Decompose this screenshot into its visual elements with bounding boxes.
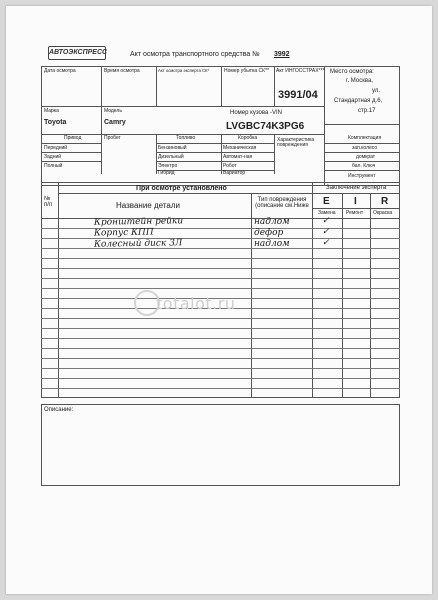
column-letter-i: I [354,196,357,207]
replace-checkmark: ✓ [322,216,330,226]
part-name-header: Название детали [116,201,180,210]
vin-label: Номер кузова -VIN [230,110,282,116]
fuel-label: Топливо [176,135,196,141]
replace-checkmark: ✓ [322,227,330,237]
drive-label: Привод [64,135,82,141]
vin-value: LVGBC74K3PG6 [226,121,305,132]
kit-item: Инструмент [348,173,376,179]
drive-item: Передний [44,145,68,151]
gearbox-item: Робот [223,163,237,169]
replace-subheader: Замена [318,210,336,216]
claim-number-label: Номер убытка СК** [224,68,269,74]
column-letter-r: R [381,196,389,207]
act-ingosstrakh-label: Акт ИНГОССТРАХ*** [276,68,325,74]
gearbox-item: Механическая [223,145,257,151]
row-number-header: № п/п [44,196,53,208]
kit-item: зап.колесо [352,145,378,151]
kit-label: Комплектация [348,135,382,141]
gearbox-label: Коробка [238,135,258,141]
drive-item: Полный [44,163,63,169]
damage-type-handwritten: дефор [254,228,284,238]
place-line: стр.17 [358,108,376,114]
document-number: 3992 [274,51,290,58]
damage-characteristic-label: Характеристика повреждения [277,137,315,148]
watermark-text: totalot.ru [156,294,236,313]
place-line: г. Москва, [346,78,373,84]
fuel-item: Электро [158,163,178,169]
gearbox-item: Автомат-ная [223,154,253,160]
found-header: При осмотре установлено [136,185,227,192]
fuel-item: Гибрид [158,170,175,176]
part-name-handwritten: Кронштейн рейки [93,216,184,228]
expert-conclusion-header: Заключение эксперта [326,185,387,191]
damage-type-handwritten: надлом [254,217,290,227]
autoexpress-logo: АВТОЭКСПРЕСС [48,46,106,60]
make-value: Toyota [44,119,67,126]
fuel-item: Бензиновый [158,145,187,151]
inspection-date-label: Дата осмотра [44,68,76,74]
description-box [41,404,400,486]
act-ingosstrakh-value: 3991/04 [278,89,318,101]
document-title: Акт осмотра транспортного средства № [130,51,260,58]
kit-item: домкрат [356,154,376,160]
place-line: ул. [372,88,381,94]
model-label: Модель [104,108,122,114]
expert-act-label: Акт осмотра эксперта СК* [158,68,210,74]
place-label: Место осмотра: [330,69,374,75]
fuel-item: Дизельный [158,154,184,160]
damage-type-handwritten: надлом [254,239,290,249]
kit-item: бал. Ключ [352,163,376,169]
description-label: Описание: [44,407,74,413]
part-name-handwritten: Корпус КПП [93,227,154,239]
column-letter-e: E [323,196,330,207]
repair-subheader: Ремонт [346,210,364,216]
model-value: Camry [104,119,126,126]
paint-subheader: Окраска [373,210,393,216]
inspection-time-label: Время осмотра [104,68,140,74]
gearbox-item: Вариатор [223,170,246,176]
place-line: Стандартная д.6, [334,98,383,104]
part-name-handwritten: Колесный диск 3Л [93,238,183,250]
replace-checkmark: ✓ [322,238,330,248]
inspection-sheet [6,6,432,594]
mileage-label: Пробег [104,135,121,141]
make-label: Марка [44,108,59,114]
drive-item: Задний [44,154,62,160]
damage-type-header: Тип повреждения (описание см.Ниже [255,197,309,209]
